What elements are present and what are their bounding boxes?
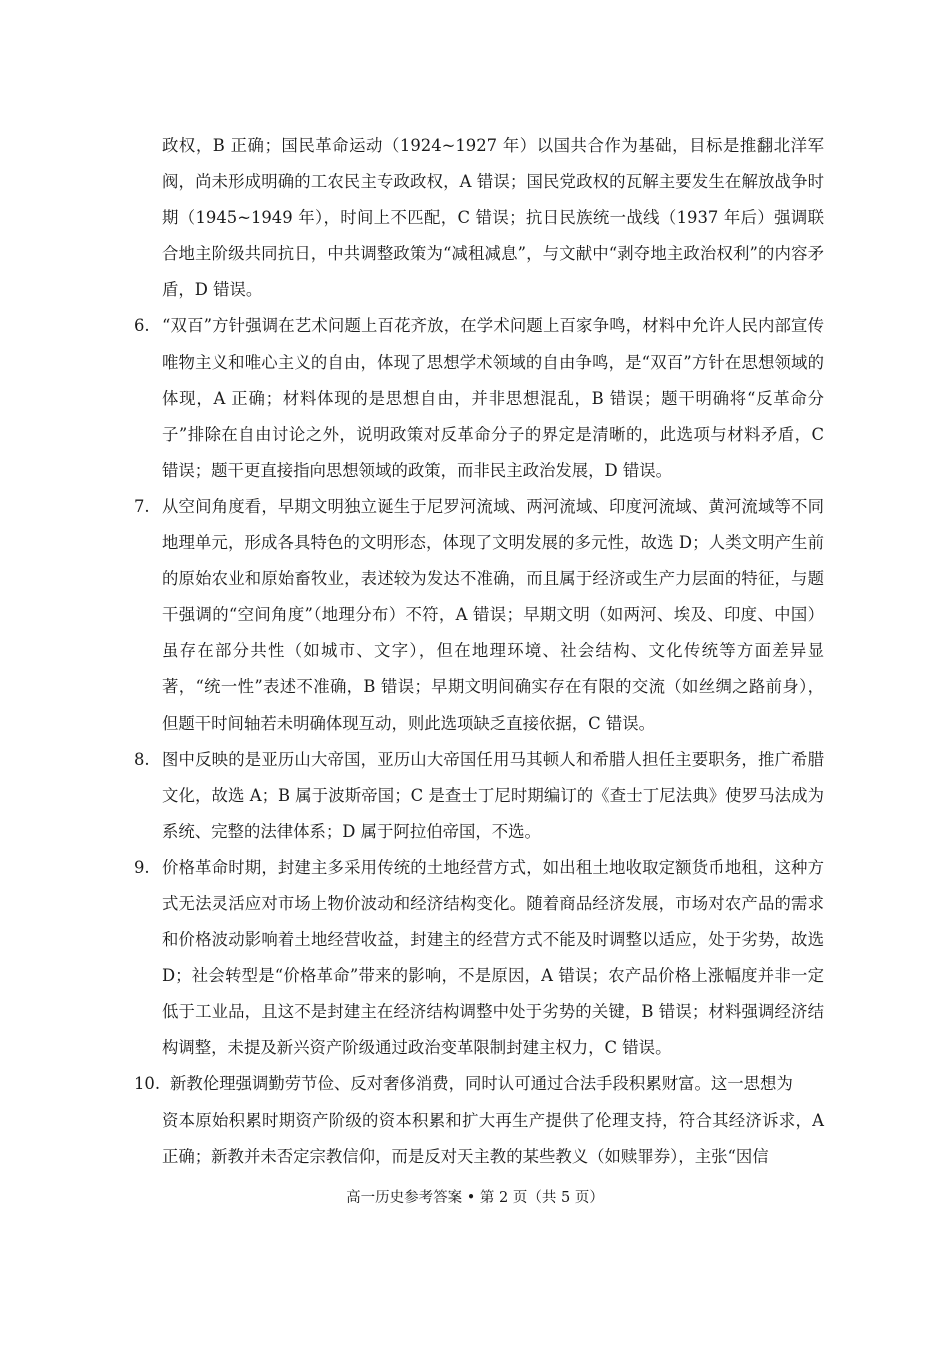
- page-footer: 高一历史参考答案 • 第 2 页（共 5 页）: [346, 1190, 604, 1206]
- item-text: 从空间角度看，早期文明独立诞生于尼罗河流域、两河流域、印度河流域、黄河流域等不同地理单元，形成各具特色的文明形态，体现了文明发展的多元性，故选 D；人类文明产生前的原始农业和原始畜牧业，表述较为发达不准确，而且属于经济或生产力层面的特征，与题干强调的“空间角度”（地理分布）不符，A 错误；早期文明（如两河、埃及、印度、中国）虽存在部分共性（如城市、文字），但在地理环境、社会结构、文化传统等方面差异显著，“统一性”表述不准确，B 错误；早期文明间确实存在有限的交流（如丝绸之路前身），但题干时间轴若未明确体现互动，则此选项缺乏直接依据，C 错误。: [162, 496, 824, 733]
- item-text-rest: 资本原始积累时期资产阶级的资本积累和扩大再生产提供了伦理支持，符合其经济诉求，A 正确；新教并未否定宗教信仰，而是反对天主教的某些教义（如赎罪券），主张“因信: [162, 1110, 824, 1166]
- item-text: “双百”方针强调在艺术问题上百花齐放，在学术问题上百家争鸣，材料中允许人民内部宣传唯物主义和唯心主义的自由，体现了思想学术领域的自由争鸣，是“双百”方针在思想领域的体现，A 正确；材料体现的是思想自由，并非思想混乱，B 错误；题干明确将“反革命分子”排除在自由讨论之外，说明政策对反革命分子的界定是清晰的，此选项与材料矛盾，C 错误；题干更直接指向思想领域的政策，而非民主政治发展，D 错误。: [162, 316, 824, 480]
- answer-item-6: [134, 308, 824, 488]
- item-number: 8.: [134, 749, 150, 769]
- item-number: 10.: [134, 1074, 161, 1094]
- answer-item-8: [134, 742, 824, 850]
- answer-item-9: [134, 850, 824, 1067]
- answer-content: [134, 128, 824, 1175]
- item-number: 9.: [134, 857, 150, 877]
- continuation-paragraph: 政权，B 正确；国民革命运动（1924~1927 年）以国共合作为基础，目标是推翻北洋军阀，尚未形成明确的工农民主专政政权，A 错误；国民党政权的瓦解主要发生在解放战争时期（1945~1949 年），时间上不匹配，C 错误；抗日民族统一战线（1937 年后）强调联合地主阶级共同抗日，中共调整政策为“减租减息”，与文献中“剥夺地主政治权利”的内容矛盾，D 错误。: [162, 136, 824, 300]
- answer-item-10: [134, 1066, 824, 1174]
- answer-item-7: [134, 489, 824, 742]
- item-number: 6.: [134, 316, 150, 336]
- item-number: 7.: [134, 496, 150, 516]
- item-text: 价格革命时期，封建主多采用传统的土地经营方式，如出租土地收取定额货币地租，这种方式无法灵活应对市场上物价波动和经济结构变化。随着商品经济发展，市场对农产品的需求和价格波动影响着土地经营收益，封建主的经营方式不能及时调整以适应，处于劣势，故选 D；社会转型是“价格革命”带来的影响，不是原因，A 错误；农产品价格上涨幅度并非一定低于工业品，且这不是封建主在经济结构调整中处于劣势的关键，B 错误；材料强调经济结构调整，未提及新兴资产阶级通过政治变革限制封建主权力，C 错误。: [162, 857, 824, 1058]
- item-text: 图中反映的是亚历山大帝国，亚历山大帝国任用马其顿人和希腊人担任主要职务，推广希腊文化，故选 A；B 属于波斯帝国；C 是查士丁尼时期编订的《查士丁尼法典》使罗马法成为系统、完整的法律体系；D 属于阿拉伯帝国，不选。: [162, 749, 824, 841]
- item-text-line1: 新教伦理强调勤劳节俭、反对奢侈消费，同时认可通过合法手段积累财富。这一思想为: [170, 1074, 793, 1094]
- item-text: [162, 1066, 824, 1174]
